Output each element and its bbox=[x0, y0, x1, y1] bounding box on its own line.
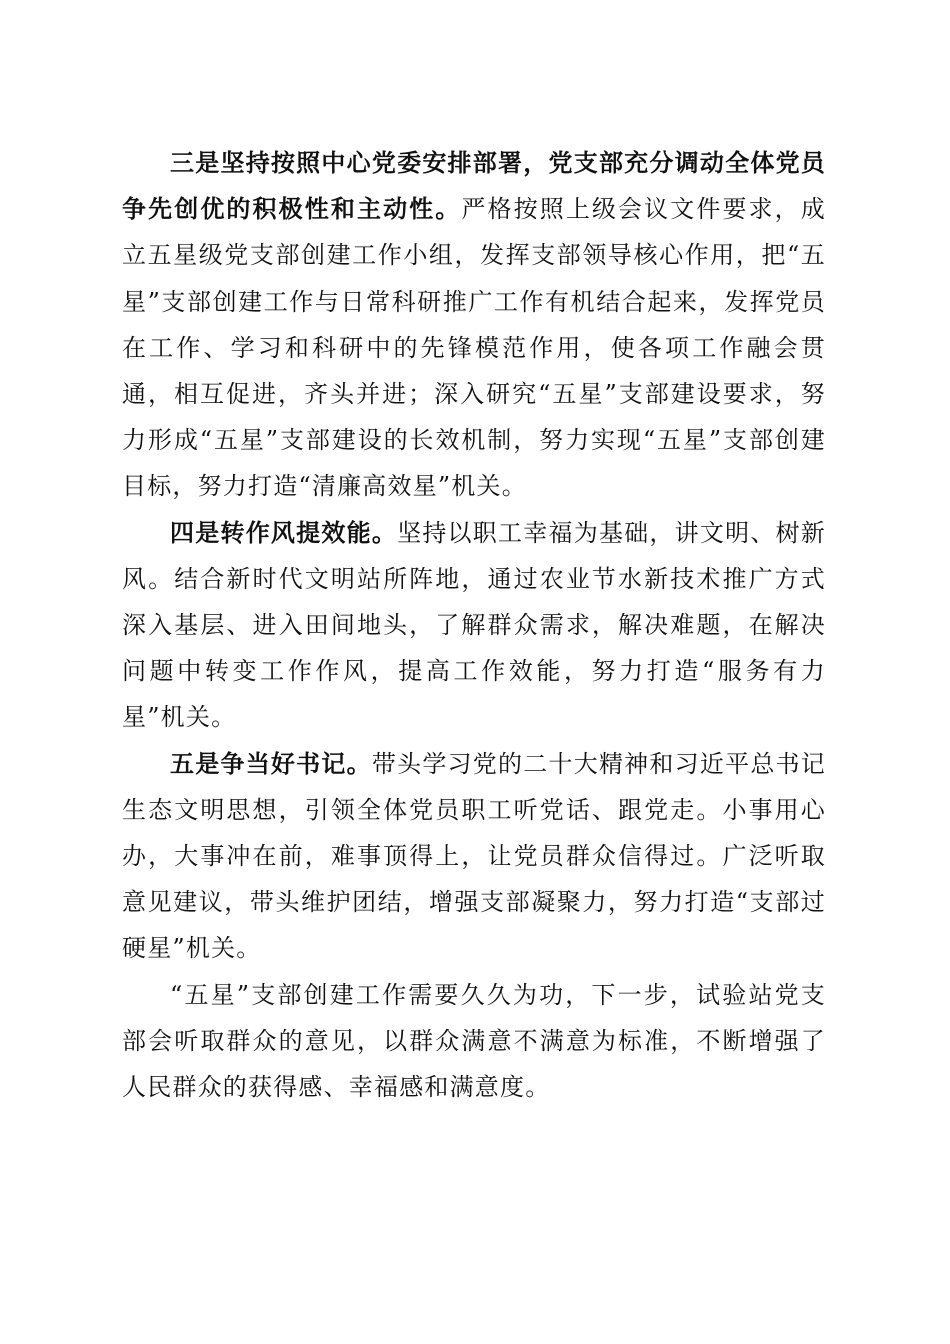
paragraph-five-lead: 五是争当好书记。 bbox=[170, 748, 372, 778]
paragraph-three bbox=[122, 140, 826, 510]
paragraph-five bbox=[122, 741, 826, 972]
paragraph-three-body: 严格按照上级会议文件要求，成立五星级党支部创建工作小组，发挥支部领导核心作用，把“五星”支部创建工作与日常科研推广工作有机结合起来，发挥党员在工作、学习和科研中的先锋模范作用，使各项工作融会贯通，相互促进，齐头并进；深入研究“五星”支部建设要求，努力形成“五星”支部建设的长效机制，努力实现“五星”支部创建目标，努力打造“清廉高效星”机关。 bbox=[122, 195, 826, 501]
paragraph-five-body: 带头学习党的二十大精神和习近平总书记生态文明思想，引领全体党员职工听党话、跟党走。小事用心办，大事冲在前，难事顶得上，让党员群众信得过。广泛听取意见建议，带头维护团结，增强支部凝聚力，努力打造“支部过硬星”机关。 bbox=[122, 749, 826, 963]
paragraph-four bbox=[122, 510, 826, 741]
paragraph-conclusion-body: “五星”支部创建工作需要久久为功，下一步，试验站党支部会听取群众的意见，以群众满意不满意为标准，不断增强了人民群众的获得感、幸福感和满意度。 bbox=[122, 980, 826, 1102]
paragraph-four-lead: 四是转作风提效能。 bbox=[170, 517, 398, 547]
document-body bbox=[122, 140, 826, 1110]
paragraph-three-lead: 三是坚持按照中心党委安排部署，党支部充分调动全体党员争先创优的积极性和主动性。 bbox=[122, 148, 826, 224]
paragraph-conclusion bbox=[122, 972, 826, 1111]
paragraph-four-body: 坚持以职工幸福为基础，讲文明、树新风。结合新时代文明站所阵地，通过农业节水新技术推广方式深入基层、进入田间地头，了解群众需求，解决难题，在解决问题中转变工作作风，提高工作效能，努力打造“服务有力星”机关。 bbox=[122, 518, 826, 732]
